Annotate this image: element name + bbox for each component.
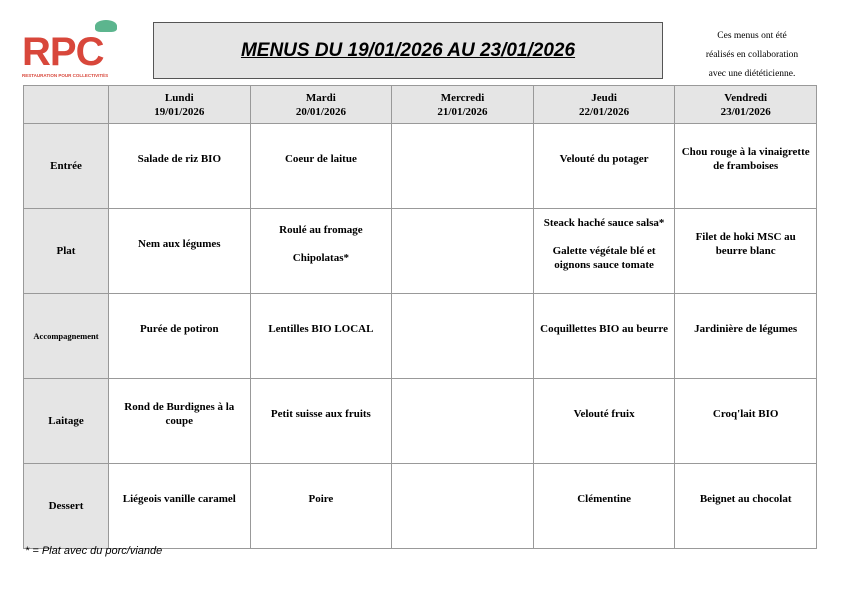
menu-cell: [109, 209, 251, 294]
day-name: Vendredi: [724, 91, 768, 104]
course-label: Plat: [24, 209, 109, 294]
dish: Roulé au fromage: [279, 224, 363, 236]
dish: Croq'lait BIO: [712, 408, 779, 420]
dish: Filet de hoki MSC au beurre blanc: [695, 231, 796, 257]
menu-cell: [392, 379, 534, 464]
dish: Salade de riz BIO: [137, 153, 221, 165]
menu-cell: [250, 124, 392, 209]
menu-cell: [533, 209, 675, 294]
day-date: 21/01/2026: [437, 105, 488, 118]
menu-cell: [109, 294, 251, 379]
dish: Lentilles BIO LOCAL: [268, 323, 374, 335]
dish: Steack haché sauce salsa*: [543, 217, 665, 229]
day-date: 22/01/2026: [579, 105, 630, 118]
dish: Liégeois vanille caramel: [122, 493, 236, 505]
course-label: Entrée: [24, 124, 109, 209]
day-name: Lundi: [164, 91, 194, 104]
menu-cell: [392, 124, 534, 209]
menu-cell: [675, 209, 817, 294]
menu-row: [24, 294, 817, 379]
note-line: réalisés en collaboration: [705, 50, 799, 60]
day-header: [250, 86, 392, 124]
corner-cell: [24, 86, 109, 124]
menu-row: [24, 124, 817, 209]
dish: Velouté du potager: [559, 153, 649, 165]
dish: Poire: [308, 493, 334, 505]
dish: Chipolatas*: [292, 252, 350, 264]
course-label: Accompagnement: [24, 294, 109, 379]
day-name: Mercredi: [440, 91, 485, 104]
menu-cell: [109, 379, 251, 464]
dish: Velouté fruix: [573, 408, 635, 420]
day-name: Mardi: [305, 91, 336, 104]
day-date: 20/01/2026: [295, 105, 346, 118]
footnote: * = Plat avec du porc/viande: [25, 545, 163, 557]
day-date: 23/01/2026: [720, 105, 771, 118]
note-line: Ces menus ont été: [717, 31, 787, 41]
dietitian-note: [672, 27, 832, 84]
logo-text: RPC: [22, 30, 104, 74]
day-header: [392, 86, 534, 124]
dish: Chou rouge à la vinaigrette de framboises: [681, 146, 810, 172]
menu-cell: [533, 464, 675, 549]
rpc-logo: [20, 18, 112, 80]
menu-row: [24, 379, 817, 464]
menu-cell: [675, 464, 817, 549]
menu-cell: [109, 124, 251, 209]
menu-cell: [675, 124, 817, 209]
menu-cell: [392, 209, 534, 294]
note-line: avec une diététicienne.: [708, 69, 796, 79]
menu-cell: [392, 464, 534, 549]
day-header: [675, 86, 817, 124]
dish: Petit suisse aux fruits: [270, 408, 371, 420]
day-header: [109, 86, 251, 124]
dish: Rond de Burdignes à la coupe: [124, 401, 235, 427]
dish: Nem aux légumes: [138, 238, 221, 250]
menu-cell: [109, 464, 251, 549]
logo-subtitle: RESTAURATION POUR COLLECTIVITÉS: [22, 73, 109, 78]
menu-cell: [533, 294, 675, 379]
title-box: [153, 22, 663, 79]
dish: Jardinière de légumes: [694, 323, 798, 335]
menu-row: [24, 209, 817, 294]
day-name: Jeudi: [591, 91, 617, 104]
menu-cell: [250, 379, 392, 464]
menu-cell: [533, 379, 675, 464]
menu-cell: [250, 209, 392, 294]
course-label: Dessert: [24, 464, 109, 549]
dish: Coeur de laitue: [284, 153, 357, 165]
dish: Clémentine: [577, 493, 631, 505]
dish: Purée de potiron: [139, 323, 219, 335]
menu-table: [23, 85, 817, 549]
menu-cell: [675, 379, 817, 464]
day-header: [533, 86, 675, 124]
dish: Galette végétale blé et oignons sauce tomate: [552, 245, 656, 271]
menu-cell: [533, 124, 675, 209]
menu-row: [24, 464, 817, 549]
menu-cell: [675, 294, 817, 379]
menu-cell: [250, 294, 392, 379]
menu-cell: [392, 294, 534, 379]
dish: Beignet au chocolat: [699, 493, 792, 505]
day-date: 19/01/2026: [154, 105, 205, 118]
menu-cell: [250, 464, 392, 549]
dish: Coquillettes BIO au beurre: [540, 323, 668, 335]
page-title: MENUS DU 19/01/2026 AU 23/01/2026: [240, 39, 576, 61]
course-label: Laitage: [24, 379, 109, 464]
